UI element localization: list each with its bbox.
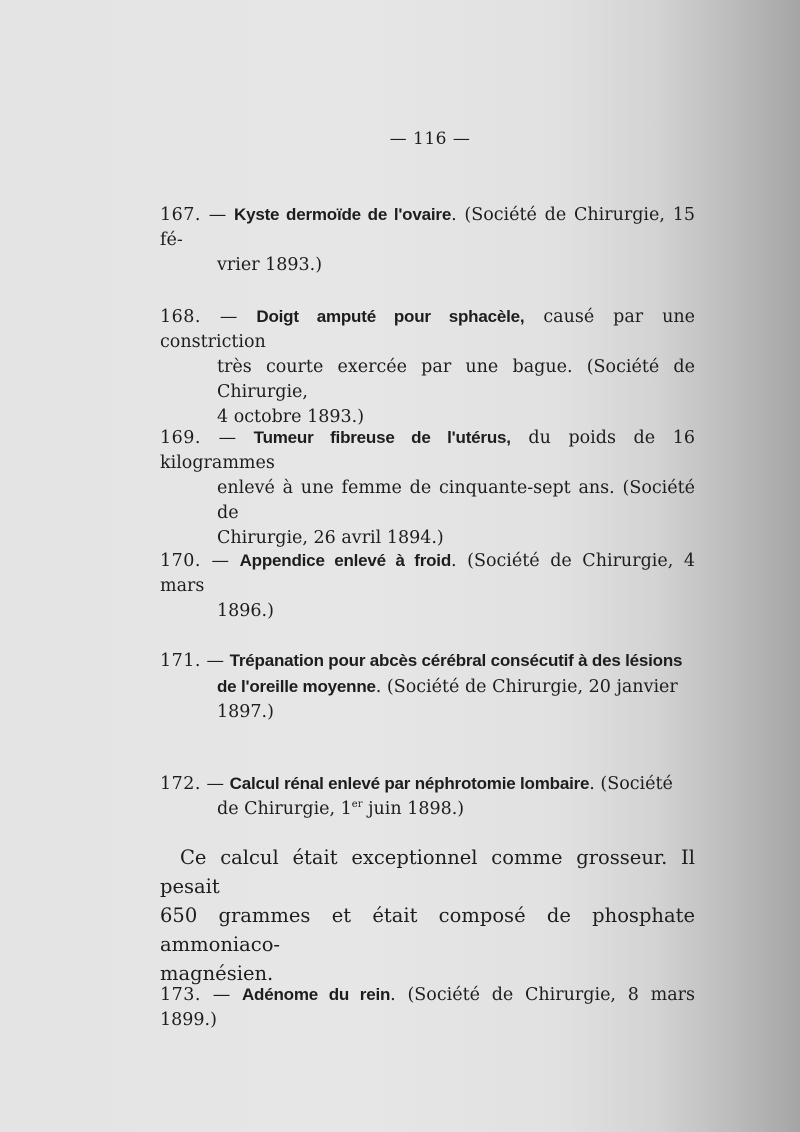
entry-dash: — xyxy=(206,651,225,671)
entry-173 xyxy=(160,982,695,1033)
entry-text: enlevé à une femme de cinquante-sept ans. (Société de xyxy=(217,478,695,523)
entry-168 xyxy=(160,304,695,430)
entry-text: vrier 1893.) xyxy=(217,255,323,275)
entry-text: du poids de 16 kilogrammes xyxy=(160,428,695,473)
entry-title: Adénome du rein xyxy=(241,985,391,1004)
entry-number: 168. xyxy=(160,307,201,327)
entry-text: . (Société de Chirurgie, 20 janvier xyxy=(375,677,678,697)
entry-title-continued: de l'oreille moyenne xyxy=(217,677,376,696)
superscript: er xyxy=(351,799,363,811)
entry-172 xyxy=(160,771,695,822)
note-paragraph xyxy=(160,843,695,988)
entry-number: 169. xyxy=(160,428,201,448)
entry-dash: — xyxy=(206,774,225,794)
entry-text: . (Société de Chirurgie, 8 mars 1899.) xyxy=(160,985,695,1030)
page-number: — 116 — xyxy=(389,129,471,149)
entry-167 xyxy=(160,202,695,278)
entry-number: 170. xyxy=(160,551,201,571)
entry-text: . (Société de Chirurgie, 4 mars xyxy=(160,551,695,596)
note-line: magnésien. xyxy=(160,962,274,985)
entry-number: 173. xyxy=(160,985,201,1005)
entry-number: 171. xyxy=(160,651,201,671)
entry-number: 172. xyxy=(160,774,201,794)
note-line: 650 grammes et était composé de phosphate ammoniaco- xyxy=(160,904,695,956)
entry-title: Calcul rénal enlevé par néphrotomie lombaire xyxy=(229,774,590,793)
entry-text: Chirurgie, 26 avril 1894.) xyxy=(217,528,444,548)
note-line: Ce calcul était exceptionnel comme grosseur. Il pesait xyxy=(160,846,695,898)
entry-dash: — xyxy=(219,307,238,327)
entry-text: très courte exercée par une bague. (Société de Chirurgie, xyxy=(217,357,695,402)
entry-text: 4 octobre 1893.) xyxy=(217,407,365,427)
entry-dash: — xyxy=(208,205,227,225)
entry-text: 1897.) xyxy=(217,702,274,722)
entry-title: Kyste dermoïde de l'ovaire xyxy=(234,205,452,224)
entry-text: . (Société de Chirurgie, 15 fé- xyxy=(160,205,695,250)
entry-text: . (Société xyxy=(589,774,673,794)
entry-text: causé par une constriction xyxy=(160,307,695,352)
entry-dash: — xyxy=(212,985,231,1005)
entry-title: Appendice enlevé à froid xyxy=(239,551,452,570)
entry-text: juin 1898.) xyxy=(362,799,465,819)
entry-171 xyxy=(160,648,695,725)
entry-title: Tumeur fibreuse de l'utérus, xyxy=(253,428,511,447)
entry-169 xyxy=(160,425,695,551)
entry-dash: — xyxy=(211,551,230,571)
entry-title: Trépanation pour abcès cérébral consécutif à des lésions xyxy=(229,651,683,670)
entry-dash: — xyxy=(218,428,237,448)
entry-number: 167. xyxy=(160,205,201,225)
entry-title: Doigt amputé pour sphacèle, xyxy=(256,307,525,326)
entry-text: de Chirurgie, 1 xyxy=(217,799,352,819)
entry-text: 1896.) xyxy=(217,601,274,621)
entry-170 xyxy=(160,548,695,624)
